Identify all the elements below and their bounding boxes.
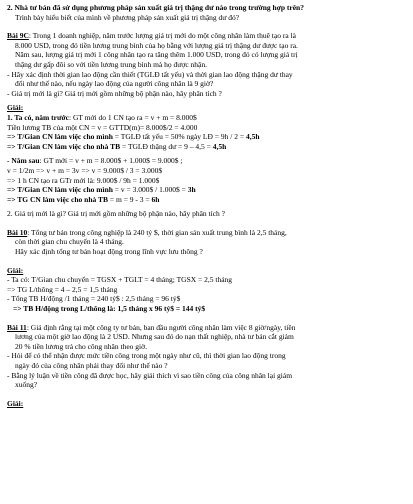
exercise-10-text-1: : Tổng tư bản trong công nghiệp là 240 tỷ $, thời gian sản xuất trung bình là 2,5 tháng,: [27, 227, 287, 237]
exercise-9c-question-1b: đổi như thế nào, nếu ngày lao động của người công nhân là 9 giờ?: [15, 79, 214, 89]
solution-9c-step-8-label: => T/Gian CN làm việc cho mình: [7, 185, 113, 195]
solution-9c-step-3-label: => T/Gian CN làm việc cho mình: [7, 132, 113, 142]
solution-9c-question-2: 2. Giá trị mới là gì? Giá trị mới gồm những bộ phận nào, hãy phân tích ?: [7, 209, 225, 219]
solution-10-title: Giải:: [7, 265, 24, 275]
solution-9c-step-6: v = 1/2m => v + m = 3v => v = 9.000$ / 3 = 3.000$: [7, 165, 163, 175]
exercise-11: [7, 323, 407, 390]
solution-9c-step-2: Tiền lương TB của một CN = v = GTTD(m)= 8.000$/2 = 4.000: [7, 122, 198, 132]
question-2-line-2: Trình bày hiểu biết của mình về phương pháp sản xuất giá trị thặng dư đó?: [15, 12, 240, 22]
solution-9c: [7, 103, 407, 219]
solution-10: [7, 266, 407, 314]
solution-9c-step-3: = TGLĐ tất yếu = 50% ngày LĐ = 9h / 2 =: [112, 132, 246, 142]
question-2-line-1: 2. Nhà tư bản đã sử dụng phương pháp sản xuất giá trị thặng dư nào trong trường hợp trên?: [7, 3, 304, 12]
exercise-10-text-2: còn thời gian chu chuyển là 4 tháng.: [15, 237, 124, 247]
exercise-9c-text-3: Năm sau, lượng giá trị mới 1 công nhân tạo ra tăng thêm 1.000 USD, trong đó có lượng giá trị: [15, 50, 298, 60]
solution-9c-step-4: = TGLĐ thặng dư = 9 – 4,5 =: [120, 141, 213, 151]
solution-9c-step-4-label: => T/Gian CN làm việc cho nhà TB: [7, 141, 121, 151]
solution-9c-step-1: : GT mới do 1 CN tạo ra = v + m = 8.000$: [69, 112, 197, 122]
solution-9c-step-1-label: 1. Ta có, năm trước: [7, 112, 69, 122]
exercise-9c-question-2: - Giá trị mới là gì? Giá trị mới gồm những bộ phận nào, hãy phân tích ?: [7, 88, 222, 98]
exercise-10-text-3: Hãy xác định tổng tư bản hoạt động trong lĩnh vực lưu thông ?: [15, 247, 203, 257]
solution-11-title: Giải:: [7, 398, 24, 408]
solution-10-step-4: => TB H/động trong L/thông là: 1,5 tháng x 96 tỷ$ = 144 tỷ$: [13, 304, 206, 314]
solution-9c-step-4-result: 4,5h: [212, 141, 227, 151]
exercise-11-text-2: lương của một giờ lao động là 2 USD. Nhưng sau đó do nạn thất nghiệp, nhà tư bản cắt giảm: [15, 332, 294, 342]
solution-9c-title: Giải:: [7, 103, 24, 113]
exercise-9c-text-4: thặng dư gấp đôi so với tiền lương trung bình mà họ được nhận.: [15, 59, 207, 69]
solution-9c-step-5-label: - Năm sau: [7, 156, 40, 166]
exercise-9c-text-2: 8.000 USD, trong đó tiền lương trung bình của họ bằng với lượng giá trị thặng dư được tạo ra.: [15, 40, 298, 50]
solution-9c-step-9-label: => TG CN làm việc cho nhà TB: [7, 194, 108, 204]
exercise-11-question-2b: xuống?: [15, 380, 38, 390]
exercise-9c-question-1a: - Hãy xác định thời gian lao động cần thiết (TGLĐ tất yếu) và thời gian lao động thặng dư thay: [7, 69, 293, 79]
exercise-11-text-1: : Giả định rằng tại một công ty tư bản, ban đầu người công nhân làm việc 8 giờ/ngày, tiền: [26, 322, 296, 332]
solution-9c-step-8-result: 3h: [187, 185, 196, 195]
exercise-9c: [7, 31, 407, 98]
solution-10-step-3: - Tổng TB H/động /1 tháng = 240 tỷ$ : 2,5 tháng = 96 tỷ$: [7, 294, 181, 304]
solution-9c-step-5: : GT mới = v + m = 8.000$ + 1.000$ = 9.000$ ;: [39, 156, 183, 166]
exercise-9c-label: Bài 9C: [7, 31, 29, 41]
exercise-10: [7, 228, 407, 257]
exercise-10-label: Bài 10: [7, 227, 28, 237]
solution-11: [7, 399, 407, 409]
solution-10-step-2: => TG L/thông = 4 – 2,5 = 1,5 tháng: [7, 284, 118, 294]
solution-10-step-1: - Ta có: T/Gian chu chuyển = TGSX + TGLT = 4 tháng; TGSX = 2,5 tháng: [7, 275, 233, 285]
solution-9c-step-9-result: 6h: [151, 194, 160, 204]
solution-9c-step-9: = m = 9 - 3 =: [108, 194, 152, 204]
solution-9c-step-8: = v = 3.000$ / 1.000$ =: [112, 185, 188, 195]
exercise-11-question-1a: - Hỏi để có thể nhận được mức tiền công trong một ngày như cũ, thì thời gian lao động trong: [7, 351, 286, 361]
exercise-11-text-3: 20 % tiền lương trả cho công nhân theo giờ.: [15, 341, 147, 351]
question-2-intro: [7, 3, 407, 22]
solution-9c-step-3-result: 4,5h: [245, 132, 260, 142]
exercise-11-question-2a: - Bằng lý luận về tiền công đã được học, hãy giải thích vì sao tiền công của công nhân lại giảm: [7, 370, 293, 380]
exercise-11-label: Bài 11: [7, 322, 27, 332]
solution-9c-step-7: => 1 h CN tạo ra GTr mới là: 9.000$ / 9h = 1.000$: [7, 175, 160, 185]
exercise-11-question-1b: ngày đó của công nhân phải thay đổi như thế nào ?: [15, 361, 168, 370]
exercise-9c-text-1: : Trong 1 doanh nghiệp, năm trước lượng giá trị mới do một công nhân làm thuê tạo ra là: [28, 31, 296, 41]
